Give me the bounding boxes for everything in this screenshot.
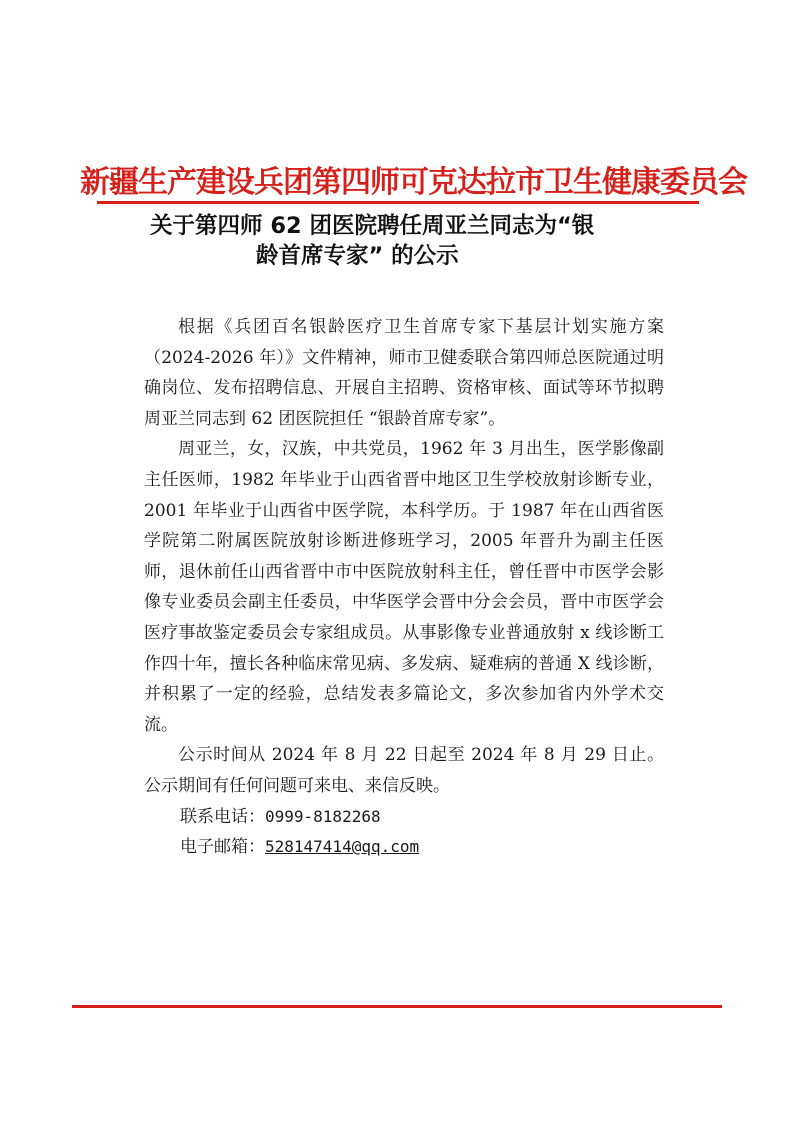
contact-email — [144, 832, 664, 863]
red-footer-rule — [72, 1005, 722, 1008]
notice-body — [144, 312, 664, 863]
phone-label: 联系电话： — [180, 806, 265, 827]
notice-title-line-2: 龄首席专家” 的公示 — [256, 243, 459, 269]
email-label: 电子邮箱： — [180, 837, 265, 858]
email-link[interactable]: 528147414@qq.com — [265, 837, 420, 857]
notice-title — [150, 211, 650, 271]
notice-title-line-1: 关于第四师 62 团医院聘任周亚兰同志为“银 — [150, 213, 595, 239]
issuer-masthead: 新疆生产建设兵团第四师可克达拉市卫生健康委员会 — [80, 165, 747, 200]
body-paragraph-basis: 根据《兵团百名银龄医疗卫生首席专家下基层计划实施方案（2024-2026 年）》文件精神，师市卫健委联合第四师总医院通过明确岗位、发布招聘信息、开展自主招聘、资格审核、面试等环节拟聘周亚兰同志到 62 团医院担任 “银龄首席专家”。 — [144, 317, 664, 429]
phone-number: 0999-8182268 — [265, 806, 381, 826]
red-header-rule — [97, 201, 699, 204]
body-paragraph-period: 公示时间从 2024 年 8 月 22 日起至 2024 年 8 月 29 日止。公示期间有任何问题可来电、来信反映。 — [144, 745, 664, 796]
contact-phone — [144, 802, 664, 833]
body-paragraph-profile: 周亚兰，女，汉族，中共党员，1962 年 3 月出生，医学影像副主任医师，1982 年毕业于山西省晋中地区卫生学校放射诊断专业，2001 年毕业于山西省中医学院，本科学历。于 1987 年在山西省医学院第二附属医院放射诊断进修班学习，2005 年晋升为副主任医师，退休前任山西省晋中市中医院放射科主任，曾任晋中市医学会影像专业委员会副主任委员，中华医学会晋中分会会员，晋中市医学会医疗事故鉴定委员会专家组成员。从事影像专业普通放射 x 线诊断工作四十年，擅长各种临床常见病、多发病、疑难病的普通 X 线诊断，并积累了一定的经验，总结发表多篇论文，多次参加省内外学术交流。 — [144, 439, 664, 735]
